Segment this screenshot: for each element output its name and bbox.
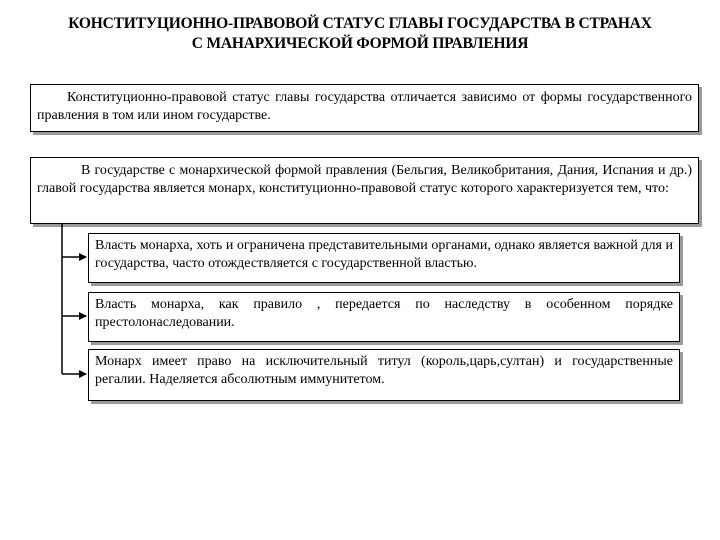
feature-box-3: Монарх имеет право на исключительный титул (король,царь,султан) и государственные регалии. Наделяется абсолютным иммунитетом. (88, 349, 680, 401)
monarchy-box: В государстве с монархической формой правления (Бельгия, Великобритания, Дания, Испания и др.) главой государства является монарх, конституционно-правовой статус которого характеризуется тем, что: (30, 157, 699, 224)
intro-box: Конституционно-правовой статус главы государства отличается зависимо от формы государственного правления в том или ином государстве. (30, 84, 699, 132)
feature-box-1: Власть монарха, хоть и ограничена представительными органами, однако является важной для и государства, часто отождествляется с государственной властью. (88, 233, 680, 283)
feature-box-2: Власть монарха, как правило , передается по наследству в особенном порядке престолонаследовании. (88, 292, 680, 342)
page-title (0, 14, 720, 54)
title-line-2: С МАНАРХИЧЕСКОЙ ФОРМОЙ ПРАВЛЕНИЯ (191, 35, 529, 52)
title-line-1: КОНСТИТУЦИОННО-ПРАВОВОЙ СТАТУС ГЛАВЫ ГОСУДАРСТВА В СТРАНАХ (68, 15, 652, 32)
